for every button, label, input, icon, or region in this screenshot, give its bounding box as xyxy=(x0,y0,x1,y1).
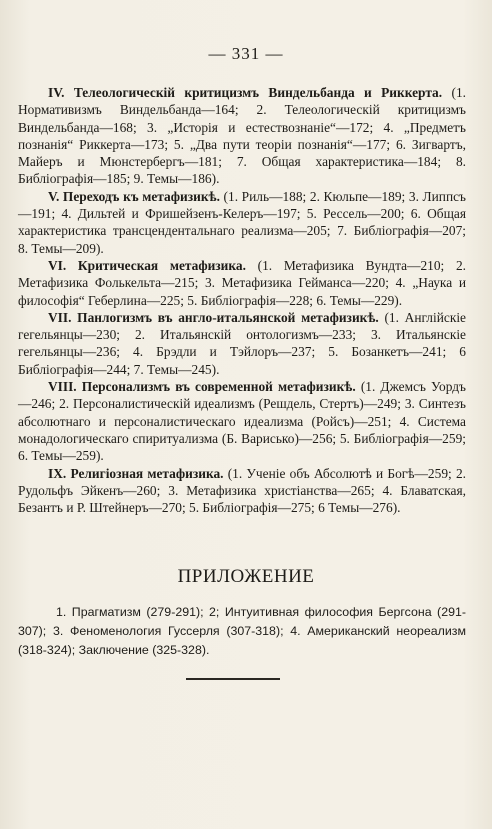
page-number: — 331 — xyxy=(208,44,284,63)
toc-entry-vi xyxy=(18,257,466,309)
toc-entry-ix xyxy=(18,465,466,517)
section-number: VIII. xyxy=(48,379,77,395)
section-contents: (1. Нормативизмъ Виндельбанда—164; 2. Телеологическій критицизмъ Виндельбанда—168; 3. „Исторія и естествознаніе“—172; 4. „Предметъ познанія“ Риккерта—173; 5. „Два пути теоріи познанія“—177; 6. Зигвартъ, Майеръ и Мюнстербергъ—181; 7. Общая характеристика—184; 8. Библіографія—185; 9. Темы—186). xyxy=(18,85,466,187)
section-title: Переходъ къ метафизикѣ. xyxy=(62,188,220,204)
section-number: V. xyxy=(48,188,60,204)
section-title: Персонализмъ въ современной метафизикѣ. xyxy=(81,379,356,395)
section-title: Критическая метафизика. xyxy=(77,257,246,273)
toc-entry-vii xyxy=(18,309,466,378)
section-title: Телеологическій критицизмъ Виндельбанда и Риккерта. xyxy=(73,85,443,100)
closing-rule xyxy=(186,678,280,680)
section-contents: (1. Риль—188; 2. Кюльпе—189; 3. Липпсъ—191; 4. Дильтей и Фришейзенъ-Келеръ—197; 5. Ресcель—200; 6. Общая характеристика трансцендентальнаго реализма—205; 7. Библіографія—207; 8. Темы—209). xyxy=(18,188,466,256)
section-contents: (1. Метафизика Вундта—210; 2. Метафизика Фолькельта—215; 3. Метафизика Геймансa—220; 4. „Наука и философія“ Геберлина—225; 5. Библіографія—228; 6. Темы—229). xyxy=(18,257,466,308)
section-contents: (1. Англійскіе гегельянцы—230; 2. Итальянскій онтологизмъ—233; 3. Итальянскіе гегельянцы—236; 4. Брэдли и Тэйлоръ—237; 5. Бозанкетъ—241; 6 Библіографія—244; 7. Темы—245). xyxy=(18,309,466,377)
section-contents: (1. Джемсъ Уордъ—246; 2. Персоналистическій идеализмъ (Решдель, Стертъ)—249; 3. Синтезъ абсолютнаго и персоналистическаго идеализма (Ройсъ)—251; 4. Система монадологическаго спиритуализма (Б. Варисько)—256; 5. Библіографія—259; 6. Темы—259). xyxy=(18,379,466,464)
section-contents: (1. Ученіе объ Абсолютѣ и Богѣ—259; 2. Рудольфъ Эйкенъ—260; 3. Метафизика христіанства—265; 4. Блаватская, Безантъ и Р. Штейнеръ—270; 5. Библіографія—275; 6 Темы—276). xyxy=(18,465,466,516)
table-of-contents xyxy=(18,84,466,516)
appendix-heading: ПРИЛОЖЕНИЕ xyxy=(177,566,315,587)
section-number: IV. xyxy=(48,85,65,100)
toc-entry-iv xyxy=(18,84,466,188)
section-number: IX. xyxy=(48,465,67,481)
appendix-contents: 1. Прагматизм (279-291); 2; Интуитивная философия Бергсона (291-307); 3. Феноменология Гуссерля (307-318); 4. Американский неореализм (318-324); Заключение (325-328). xyxy=(18,605,466,657)
section-title: Религіозная метафизика. xyxy=(70,465,224,481)
section-title: Панлогизмъ въ англо-итальянской метафизикѣ. xyxy=(77,309,379,325)
toc-entry-viii xyxy=(18,378,466,464)
section-number: VI. xyxy=(48,257,67,273)
toc-entry-v xyxy=(18,188,466,257)
section-number: VII. xyxy=(48,309,72,325)
